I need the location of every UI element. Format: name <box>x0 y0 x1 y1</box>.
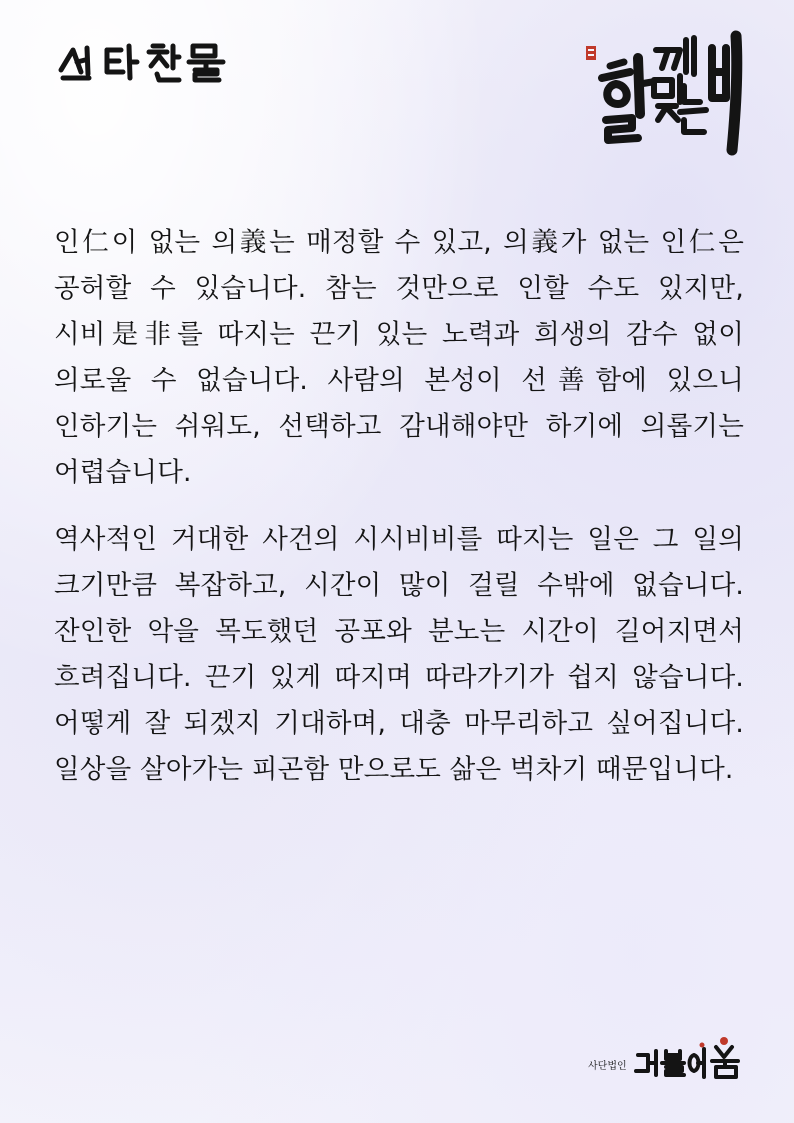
blossom-icon <box>720 1037 728 1045</box>
essay-body <box>54 220 744 814</box>
red-seal-icon <box>586 46 596 60</box>
brush-lettering-right <box>576 28 746 158</box>
blossom-dot-icon <box>700 1043 705 1048</box>
brand-logo-left <box>55 40 235 84</box>
org-prefix: 사단법인 <box>588 1061 627 1072</box>
brand-logo-right <box>576 28 746 158</box>
footer-org-lettering <box>586 1033 746 1083</box>
footer-org-logo <box>586 1033 746 1083</box>
paragraph-2: 역사적인 거대한 사건의 시시비비를 따지는 일은 그 일의 크기만큼 복잡하고, 시간이 많이 걸릴 수밖에 없습니다. 잔인한 악을 목도했던 공포와 분노는 시간이 길어지면서 흐려집니다. 끈기 있게 따지며 따라가기가 쉽지 않습니다. 어떻게 잘 되겠지 기대하며, 대충 마무리하고 싶어집니다. 일상을 살아가는 피곤함 만으로도 삶은 벅차기 때문입니다. <box>54 524 744 785</box>
paragraph-1: 인仁이 없는 의義는 매정할 수 있고, 의義가 없는 인仁은 공허할 수 있습니다. 참는 것만으로 인할 수도 있지만, 시비是非를 따지는 끈기 있는 노력과 희생의 감수 없이 의로울 수 없습니다. 사람의 본성이 선善함에 있으니 인하기는 쉬워도, 선택하고 감내해야만 하기에 의롭기는 어렵습니다. <box>54 227 744 488</box>
brush-lettering-left <box>55 40 235 84</box>
